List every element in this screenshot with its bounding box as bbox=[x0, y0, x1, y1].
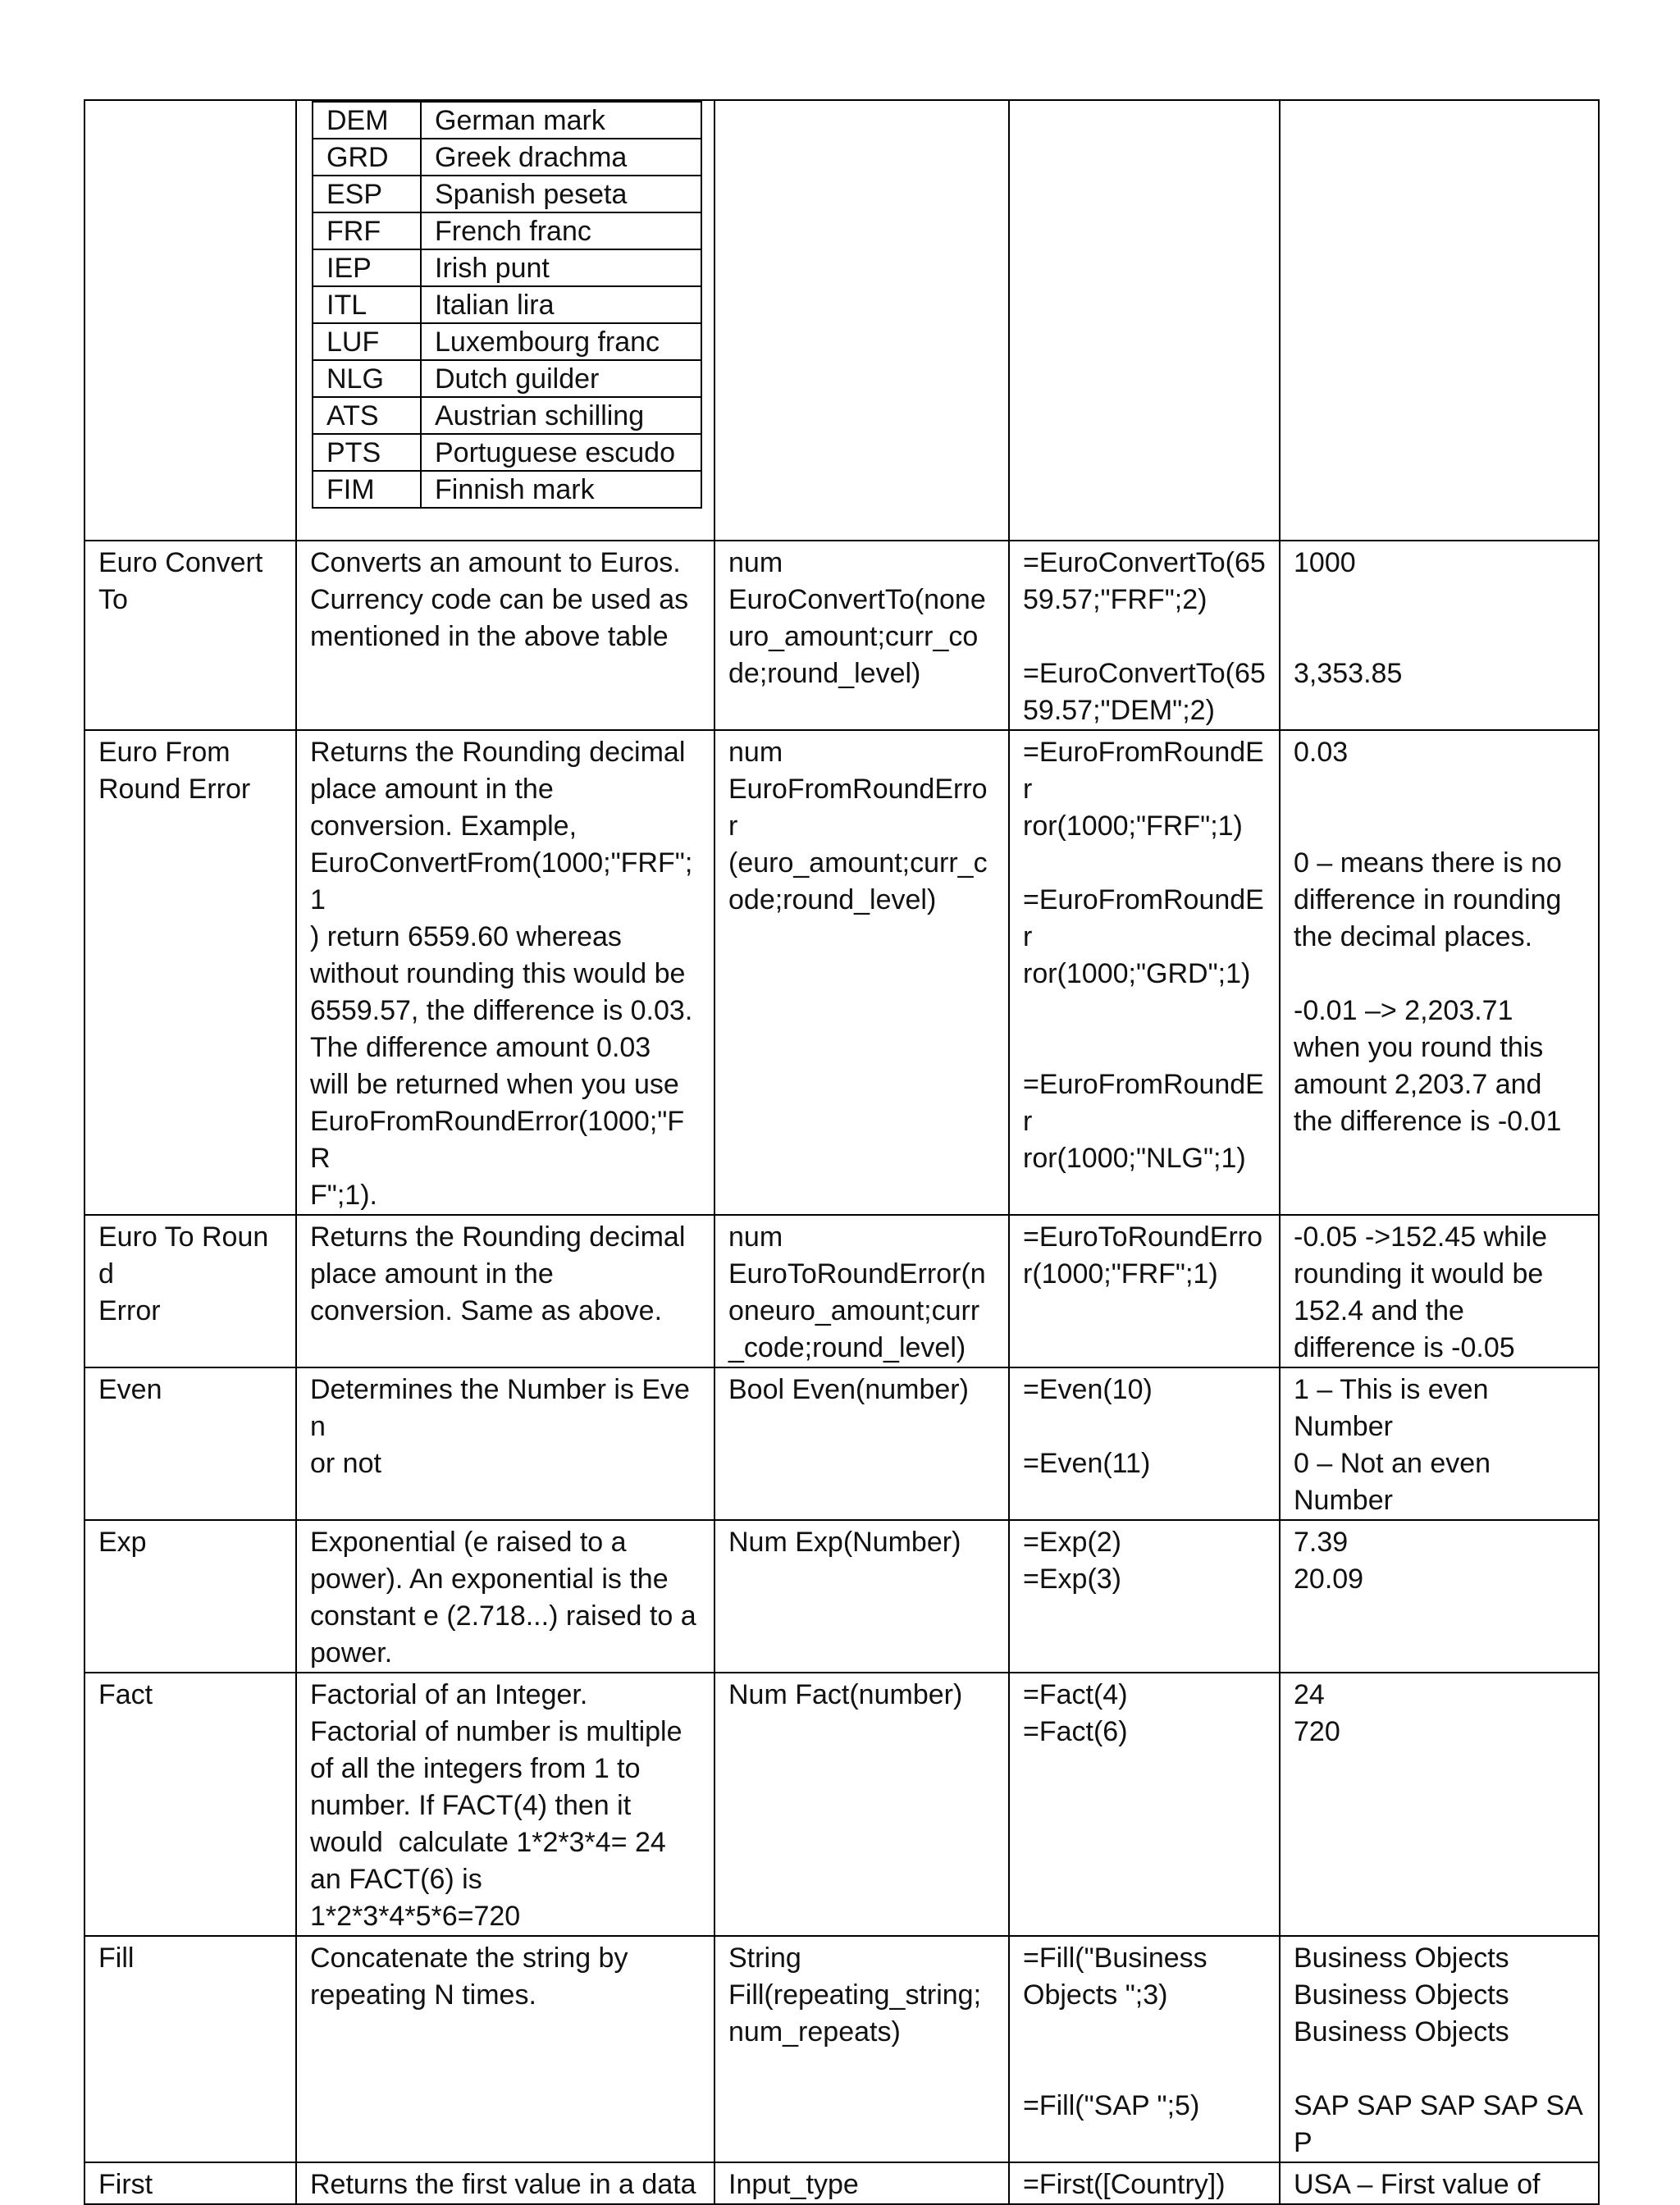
result-text: 1000 3,353.85 bbox=[1294, 547, 1403, 689]
function-name-text: Even bbox=[98, 1374, 162, 1405]
description-text: Returns the Rounding decimal place amount in the conversion. Same as above. bbox=[310, 1221, 686, 1326]
currency-code: ESP bbox=[313, 176, 421, 212]
currency-row bbox=[313, 176, 701, 212]
example-text: =First([Country]) bbox=[1023, 2169, 1226, 2200]
syntax bbox=[714, 1673, 1009, 1936]
result-text: USA – First value of bbox=[1294, 2169, 1541, 2200]
currency-name: Spanish peseta bbox=[421, 176, 701, 212]
function-name-text: Euro From Round Error bbox=[98, 737, 251, 805]
currency-code: IEP bbox=[313, 249, 421, 286]
description-text: Returns the first value in a data bbox=[310, 2169, 696, 2200]
currency-code-table bbox=[312, 101, 702, 509]
result bbox=[1280, 541, 1599, 730]
function-name bbox=[84, 730, 296, 1215]
function-name-text: Fill bbox=[98, 1942, 135, 1974]
example bbox=[1009, 1215, 1280, 1367]
currency-code: ATS bbox=[313, 397, 421, 434]
function-name bbox=[84, 1673, 296, 1936]
description bbox=[296, 2162, 714, 2204]
function-name bbox=[84, 1367, 296, 1520]
syntax bbox=[714, 1520, 1009, 1673]
syntax-text: Bool Even(number) bbox=[728, 1374, 969, 1405]
result-text: 7.39 20.09 bbox=[1294, 1527, 1364, 1595]
function-name-text: Euro To Round Error bbox=[98, 1221, 269, 1326]
example-text: =Fact(4) =Fact(6) bbox=[1023, 1679, 1128, 1747]
currency-row bbox=[313, 360, 701, 397]
currency-name: Finnish mark bbox=[421, 471, 701, 508]
example bbox=[1009, 1936, 1280, 2162]
function-name bbox=[84, 1936, 296, 2162]
example-text: =EuroConvertTo(65 59.57;"FRF";2) =EuroConvertTo(65 59.57;"DEM";2) bbox=[1023, 547, 1266, 726]
table-row bbox=[84, 1520, 1599, 1673]
syntax bbox=[714, 2162, 1009, 2204]
result bbox=[1280, 1215, 1599, 1367]
currency-name: French franc bbox=[421, 212, 701, 249]
syntax-text: Num Exp(Number) bbox=[728, 1527, 961, 1558]
function-name-text: Fact bbox=[98, 1679, 153, 1710]
description-text: Returns the Rounding decimal place amount in the conversion. Example, EuroConvertFrom(1000;"FRF";1 ) return 6559.60 whereas without rounding this would be 6559.57, the difference is 0.03. The difference amount 0.03 will be returned when you use EuroFromRoundError(1000;"FR F";1). bbox=[310, 737, 693, 1211]
syntax bbox=[714, 730, 1009, 1215]
result bbox=[1280, 1673, 1599, 1936]
description-text: Concatenate the string by repeating N times. bbox=[310, 1942, 628, 2011]
example-text: =Even(10) =Even(11) bbox=[1023, 1374, 1153, 1479]
currency-name: Luxembourg franc bbox=[421, 323, 701, 360]
example bbox=[1009, 541, 1280, 730]
function-cell bbox=[84, 100, 296, 541]
result bbox=[1280, 1520, 1599, 1673]
table-row bbox=[84, 1936, 1599, 2162]
currency-code: LUF bbox=[313, 323, 421, 360]
function-name-text: Exp bbox=[98, 1527, 147, 1558]
currency-row bbox=[313, 397, 701, 434]
currency-code: GRD bbox=[313, 139, 421, 176]
currency-name: Irish punt bbox=[421, 249, 701, 286]
currency-code: FIM bbox=[313, 471, 421, 508]
syntax-cell bbox=[714, 100, 1009, 541]
result-text: Business Objects Business Objects Business Objects SAP SAP SAP SAP SAP bbox=[1294, 1942, 1583, 2158]
syntax-text: num EuroConvertTo(none uro_amount;curr_co de;round_level) bbox=[728, 547, 986, 689]
syntax-text: num EuroToRoundError(n oneuro_amount;curr _code;round_level) bbox=[728, 1221, 986, 1363]
function-name bbox=[84, 1215, 296, 1367]
currency-name: Greek drachma bbox=[421, 139, 701, 176]
currency-row bbox=[313, 212, 701, 249]
example-text: =EuroFromRoundEr ror(1000;"FRF";1) =EuroFromRoundEr ror(1000;"GRD";1) =EuroFromRoundEr ror(1000;"NLG";1) bbox=[1023, 737, 1264, 1174]
function-name-text: Euro Convert To bbox=[98, 547, 263, 615]
syntax-text: Num Fact(number) bbox=[728, 1679, 963, 1710]
currency-code-cell bbox=[296, 100, 714, 541]
currency-row bbox=[313, 102, 701, 139]
currency-code: NLG bbox=[313, 360, 421, 397]
syntax-text: String Fill(repeating_string; num_repeats) bbox=[728, 1942, 982, 2048]
example bbox=[1009, 2162, 1280, 2204]
description bbox=[296, 1673, 714, 1936]
table-row bbox=[84, 730, 1599, 1215]
currency-name: Austrian schilling bbox=[421, 397, 701, 434]
function-name bbox=[84, 1520, 296, 1673]
syntax bbox=[714, 541, 1009, 730]
example bbox=[1009, 730, 1280, 1215]
table-row bbox=[84, 541, 1599, 730]
result-text: 1 – This is even Number 0 – Not an even Number bbox=[1294, 1374, 1491, 1516]
function-name bbox=[84, 541, 296, 730]
result bbox=[1280, 1936, 1599, 2162]
description-text: Determines the Number is Even or not bbox=[310, 1374, 690, 1479]
function-reference-table bbox=[84, 99, 1600, 2205]
description bbox=[296, 1520, 714, 1673]
description-text: Factorial of an Integer. Factorial of number is multiple of all the integers from 1 to number. If FACT(4) then it would calculate 1*2*3*4= 24 an FACT(6) is 1*2*3*4*5*6=720 bbox=[310, 1679, 682, 1932]
syntax-text: Input_type bbox=[728, 2169, 859, 2200]
syntax bbox=[714, 1936, 1009, 2162]
example-cell bbox=[1009, 100, 1280, 541]
result bbox=[1280, 1367, 1599, 1520]
currency-row bbox=[313, 471, 701, 508]
currency-row bbox=[313, 286, 701, 323]
description-text: Converts an amount to Euros. Currency code can be used as mentioned in the above table bbox=[310, 547, 689, 652]
result-text: 0.03 0 – means there is no difference in rounding the decimal places. -0.01 –> 2,203.71 when you round this amount 2,203.7 and the difference is -0.01 bbox=[1294, 737, 1562, 1137]
description bbox=[296, 1215, 714, 1367]
syntax bbox=[714, 1367, 1009, 1520]
table-row bbox=[84, 1367, 1599, 1520]
example-text: =EuroToRoundErro r(1000;"FRF";1) bbox=[1023, 1221, 1263, 1290]
currency-code: ITL bbox=[313, 286, 421, 323]
currency-code: FRF bbox=[313, 212, 421, 249]
description bbox=[296, 1367, 714, 1520]
description bbox=[296, 1936, 714, 2162]
result bbox=[1280, 730, 1599, 1215]
result bbox=[1280, 2162, 1599, 2204]
syntax-text: num EuroFromRoundError (euro_amount;curr_c ode;round_level) bbox=[728, 737, 988, 915]
currency-name: Portuguese escudo bbox=[421, 434, 701, 471]
currency-code: DEM bbox=[313, 102, 421, 139]
syntax bbox=[714, 1215, 1009, 1367]
function-name-text: First bbox=[98, 2169, 153, 2200]
currency-name: Dutch guilder bbox=[421, 360, 701, 397]
currency-row bbox=[313, 434, 701, 471]
table-row bbox=[84, 2162, 1599, 2204]
result-text: -0.05 ->152.45 while rounding it would be 152.4 and the difference is -0.05 bbox=[1294, 1221, 1548, 1363]
description-text: Exponential (e raised to a power). An exponential is the constant e (2.718...) raised to a power. bbox=[310, 1527, 696, 1669]
function-name bbox=[84, 2162, 296, 2204]
currency-name: German mark bbox=[421, 102, 701, 139]
currency-row bbox=[313, 139, 701, 176]
example bbox=[1009, 1520, 1280, 1673]
table-row bbox=[84, 1215, 1599, 1367]
table-row bbox=[84, 1673, 1599, 1936]
example-text: =Fill("Business Objects ";3) =Fill("SAP ";5) bbox=[1023, 1942, 1208, 2121]
result-text: 24 720 bbox=[1294, 1679, 1340, 1747]
currency-code: PTS bbox=[313, 434, 421, 471]
example-text: =Exp(2) =Exp(3) bbox=[1023, 1527, 1121, 1595]
currency-name: Italian lira bbox=[421, 286, 701, 323]
example bbox=[1009, 1673, 1280, 1936]
description bbox=[296, 541, 714, 730]
description bbox=[296, 730, 714, 1215]
result-cell bbox=[1280, 100, 1599, 541]
table-row-currency-codes bbox=[84, 100, 1599, 541]
example bbox=[1009, 1367, 1280, 1520]
currency-row bbox=[313, 323, 701, 360]
currency-row bbox=[313, 249, 701, 286]
